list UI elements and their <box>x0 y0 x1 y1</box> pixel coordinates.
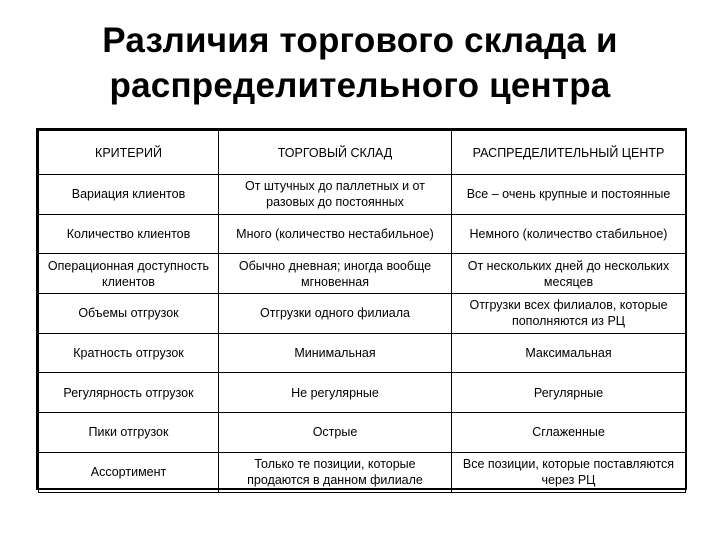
table-row <box>39 294 686 334</box>
cell-criterion: Вариация клиентов <box>39 175 219 215</box>
table-row <box>39 373 686 413</box>
cell-distribution-center: Максимальная <box>452 333 686 373</box>
table-row <box>39 175 686 215</box>
page-title <box>0 18 720 108</box>
cell-distribution-center: Сглаженные <box>452 413 686 453</box>
title-line-1: Различия торгового склада и <box>102 21 618 60</box>
comparison-table <box>36 128 687 490</box>
cell-trade-warehouse: Много (количество нестабильное) <box>219 214 452 254</box>
cell-distribution-center: Все позиции, которые поставляются через РЦ <box>452 452 686 492</box>
cell-trade-warehouse: Острые <box>219 413 452 453</box>
cell-distribution-center: От нескольких дней до нескольких месяцев <box>452 254 686 294</box>
table-row <box>39 254 686 294</box>
cell-criterion: Ассортимент <box>39 452 219 492</box>
cell-trade-warehouse: Только те позиции, которые продаются в данном филиале <box>219 452 452 492</box>
table-row <box>39 333 686 373</box>
cell-distribution-center: Все – очень крупные и постоянные <box>452 175 686 215</box>
cell-criterion: Пики отгрузок <box>39 413 219 453</box>
table-header-row <box>39 131 686 175</box>
cell-distribution-center: Регулярные <box>452 373 686 413</box>
cell-distribution-center: Отгрузки всех филиалов, которые пополняются из РЦ <box>452 294 686 334</box>
cell-trade-warehouse: Не регулярные <box>219 373 452 413</box>
cell-criterion: Кратность отгрузок <box>39 333 219 373</box>
cell-criterion: Регулярность отгрузок <box>39 373 219 413</box>
cell-distribution-center: Немного (количество стабильное) <box>452 214 686 254</box>
cell-criterion: Объемы отгрузок <box>39 294 219 334</box>
table-row <box>39 452 686 492</box>
cell-trade-warehouse: Обычно дневная; иногда вообще мгновенная <box>219 254 452 294</box>
table-row <box>39 214 686 254</box>
header-criterion: КРИТЕРИЙ <box>39 131 219 175</box>
cell-trade-warehouse: Отгрузки одного филиала <box>219 294 452 334</box>
cell-criterion: Операционная доступность клиентов <box>39 254 219 294</box>
table-row <box>39 413 686 453</box>
cell-criterion: Количество клиентов <box>39 214 219 254</box>
title-line-2: распределительного центра <box>109 66 611 105</box>
header-distribution-center: РАСПРЕДЕЛИТЕЛЬНЫЙ ЦЕНТР <box>452 131 686 175</box>
cell-trade-warehouse: Минимальная <box>219 333 452 373</box>
header-trade-warehouse: ТОРГОВЫЙ СКЛАД <box>219 131 452 175</box>
cell-trade-warehouse: От штучных до паллетных и от разовых до постоянных <box>219 175 452 215</box>
